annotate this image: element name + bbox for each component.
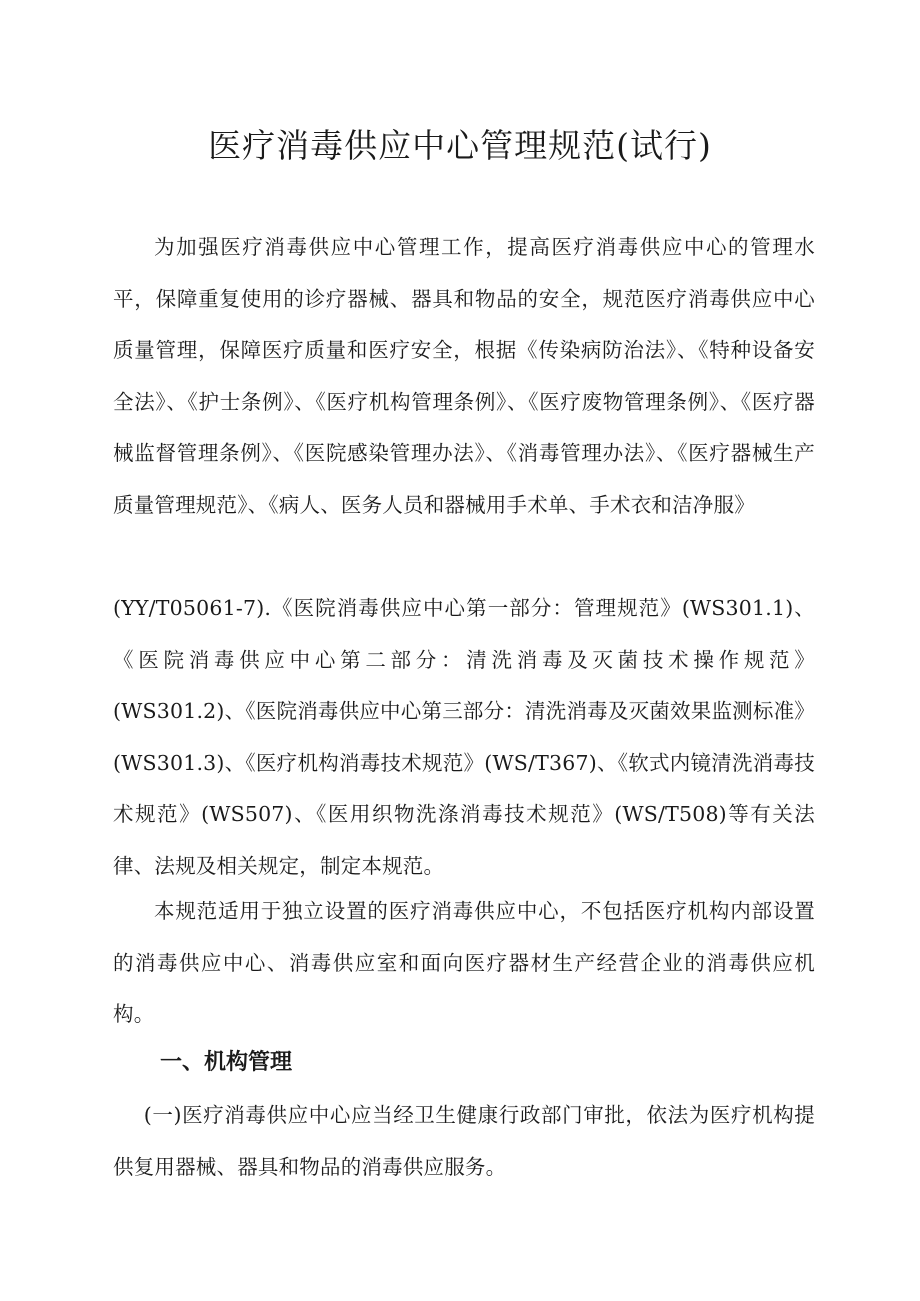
section-item-paragraph: (一)医疗消毒供应中心应当经卫生健康行政部门审批，依法为医疗机构提供复用器械、器具和物品的消毒供应服务。	[113, 1103, 815, 1179]
section-heading: 一、机构管理	[160, 1050, 293, 1075]
intro-paragraph: 为加强医疗消毒供应中心管理工作，提高医疗消毒供应中心的管理水平，保障重复使用的诊疗器械、器具和物品的安全，规范医疗消毒供应中心质量管理，保障医疗质量和医疗安全，根据《传染病防治法》、《特种设备安全法》、《护士条例》、《医疗机构管理条例》、《医疗废物管理条例》、《医疗器械监督管理条例》、《医院感染管理办法》、《消毒管理办法》、《医疗器械生产质量管理规范》、《病人、医务人员和器械用手术单、手术衣和洁净服》	[113, 235, 815, 517]
intro-continuation-paragraph: (YY/T05061-7).《医院消毒供应中心第一部分：管理规范》(WS301.1)、《医院消毒供应中心第二部分：清洗消毒及灭菌技术操作规范》(WS301.2)、《医院消毒供应中心第三部分：清洗消毒及灭菌效果监测标准》(WS301.3)、《医疗机构消毒技术规范》(WS/T367)、《软式内镜清洗消毒技术规范》(WS507)、《医用织物洗涤消毒技术规范》(WS/T508)等有关法律、法规及相关规定，制定本规范。	[113, 596, 815, 878]
document-title: 医疗消毒供应中心管理规范(试行)	[208, 126, 712, 165]
scope-paragraph: 本规范适用于独立设置的医疗消毒供应中心，不包括医疗机构内部设置的消毒供应中心、消毒供应室和面向医疗器材生产经营企业的消毒供应机构。	[113, 899, 815, 1026]
